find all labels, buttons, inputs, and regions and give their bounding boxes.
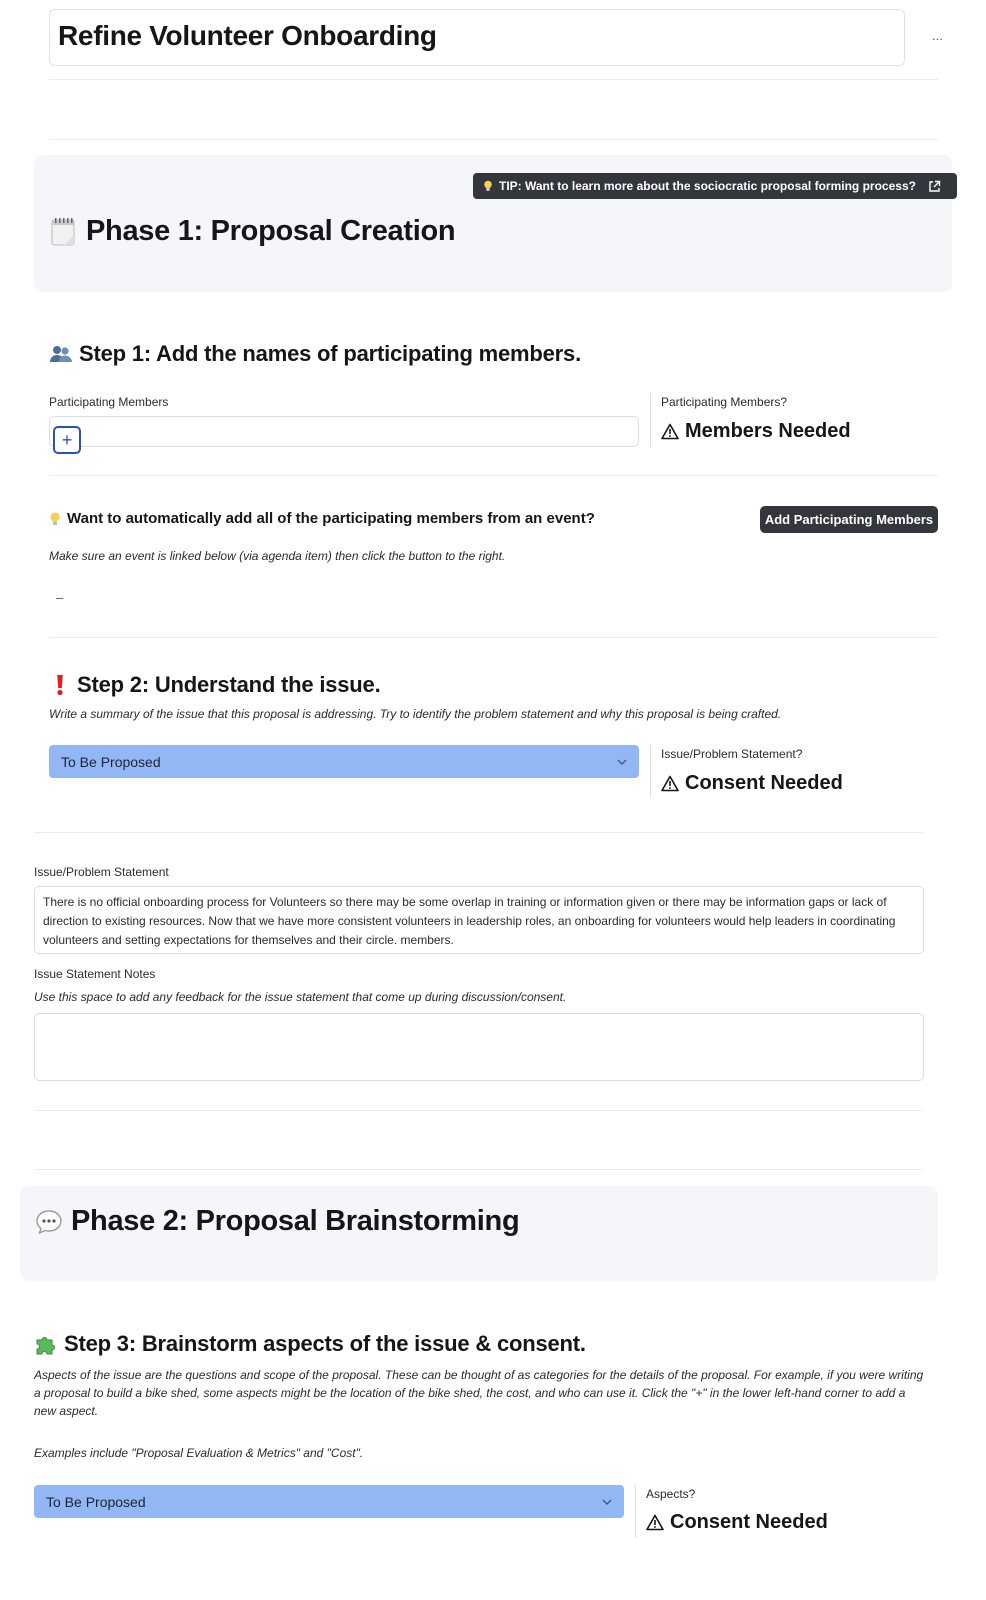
add-participating-members-button[interactable]: Add Participating Members (760, 506, 938, 533)
step-2-heading (49, 672, 381, 698)
page-title[interactable]: Refine Volunteer Onboarding (58, 20, 437, 51)
divider (34, 832, 923, 833)
issue-consent-status (661, 772, 843, 795)
issue-notes-field[interactable] (34, 1013, 924, 1081)
divider (34, 1110, 923, 1111)
step-2-title: Step 2: Understand the issue. (77, 672, 381, 697)
divider (49, 637, 938, 638)
step-1-heading (49, 341, 581, 367)
auto-add-title: Want to automatically add all of the participating members from an event? (67, 510, 595, 527)
divider (635, 1485, 636, 1538)
issue-notes-label: Issue Statement Notes (34, 967, 156, 981)
issue-statement-field[interactable]: There is no official onboarding process for Volunteers so there may be some overlap in training or information given or there may be information gaps or lack of direction to existing resources. Now that we have more consistent volunteers in leadership roles, an onboarding for volunteers would help leaders in coordinating volunteers and setting expectations for themselves and their circle. members. (34, 886, 924, 954)
tip-link-button[interactable] (473, 173, 957, 199)
phase-1-heading (50, 215, 455, 248)
warning-icon (661, 775, 679, 792)
step-3-description: Aspects of the issue are the questions and scope of the proposal. These can be thought of as categories for the details of the proposal. For example, if you were writing a proposal to build a bike shed, some aspects might be the location of the bike shed, the cost, and who can use it. Click the "+" in the lower left-hand corner to add a new aspect. (34, 1368, 924, 1418)
phase-2-heading (35, 1205, 519, 1238)
step-2-description: Write a summary of the issue that this proposal is addressing. Try to identify the problem statement and why this proposal is being crafted. (49, 707, 782, 721)
step-3-heading (34, 1331, 586, 1357)
issue-status-value: To Be Proposed (61, 753, 161, 770)
divider (34, 1169, 923, 1170)
divider (49, 475, 938, 476)
divider (650, 393, 651, 447)
step-1-title: Step 1: Add the names of participating members. (79, 341, 581, 366)
auto-add-note: Make sure an event is linked below (via agenda item) then click the button to the right. (49, 549, 506, 563)
lightbulb-icon (483, 180, 493, 192)
issue-status-label: Issue/Problem Statement? (661, 747, 803, 761)
add-member-button[interactable] (53, 426, 81, 454)
members-status-label: Participating Members? (661, 395, 788, 409)
chevron-down-icon (602, 1499, 612, 1505)
issue-notes-hint: Use this space to add any feedback for the issue statement that come up during discussion/consent. (34, 990, 567, 1004)
participating-members-field[interactable] (49, 416, 639, 447)
issue-status-select[interactable] (49, 745, 639, 778)
external-link-icon (928, 180, 941, 193)
phase-2-title: Phase 2: Proposal Brainstorming (71, 1205, 520, 1237)
plus-icon: + (61, 429, 73, 450)
aspects-status-label: Aspects? (646, 1487, 696, 1501)
people-icon (49, 344, 73, 364)
event-value[interactable]: – (56, 590, 64, 605)
members-status-value: Members Needed (685, 420, 851, 442)
phase-1-title: Phase 1: Proposal Creation (86, 215, 456, 247)
exclamation-icon (49, 674, 71, 696)
warning-icon (661, 423, 679, 440)
aspects-status-select[interactable] (34, 1485, 624, 1518)
speech-bubble-icon (35, 1208, 63, 1236)
lightbulb-icon (49, 511, 61, 527)
divider (49, 139, 938, 140)
issue-consent-value: Consent Needed (685, 772, 843, 794)
aspects-status-value: To Be Proposed (46, 1493, 146, 1510)
puzzle-icon (34, 1332, 58, 1356)
warning-icon (646, 1514, 664, 1531)
aspects-consent-value: Consent Needed (670, 1511, 828, 1533)
divider (650, 745, 651, 798)
tip-label: TIP: Want to learn more about the sociocratic proposal forming process? (499, 179, 916, 193)
more-options-button[interactable]: ... (932, 28, 943, 43)
auto-add-heading (49, 510, 595, 527)
divider (49, 79, 938, 80)
chevron-down-icon (617, 759, 627, 765)
aspects-consent-status (646, 1511, 828, 1534)
issue-statement-label: Issue/Problem Statement (34, 865, 169, 879)
members-status (661, 420, 851, 443)
notepad-icon (50, 217, 78, 247)
step-3-title: Step 3: Brainstorm aspects of the issue & consent. (64, 1331, 586, 1356)
step-3-examples: Examples include "Proposal Evaluation & Metrics" and "Cost". (34, 1446, 364, 1460)
participating-members-label: Participating Members (49, 395, 169, 409)
